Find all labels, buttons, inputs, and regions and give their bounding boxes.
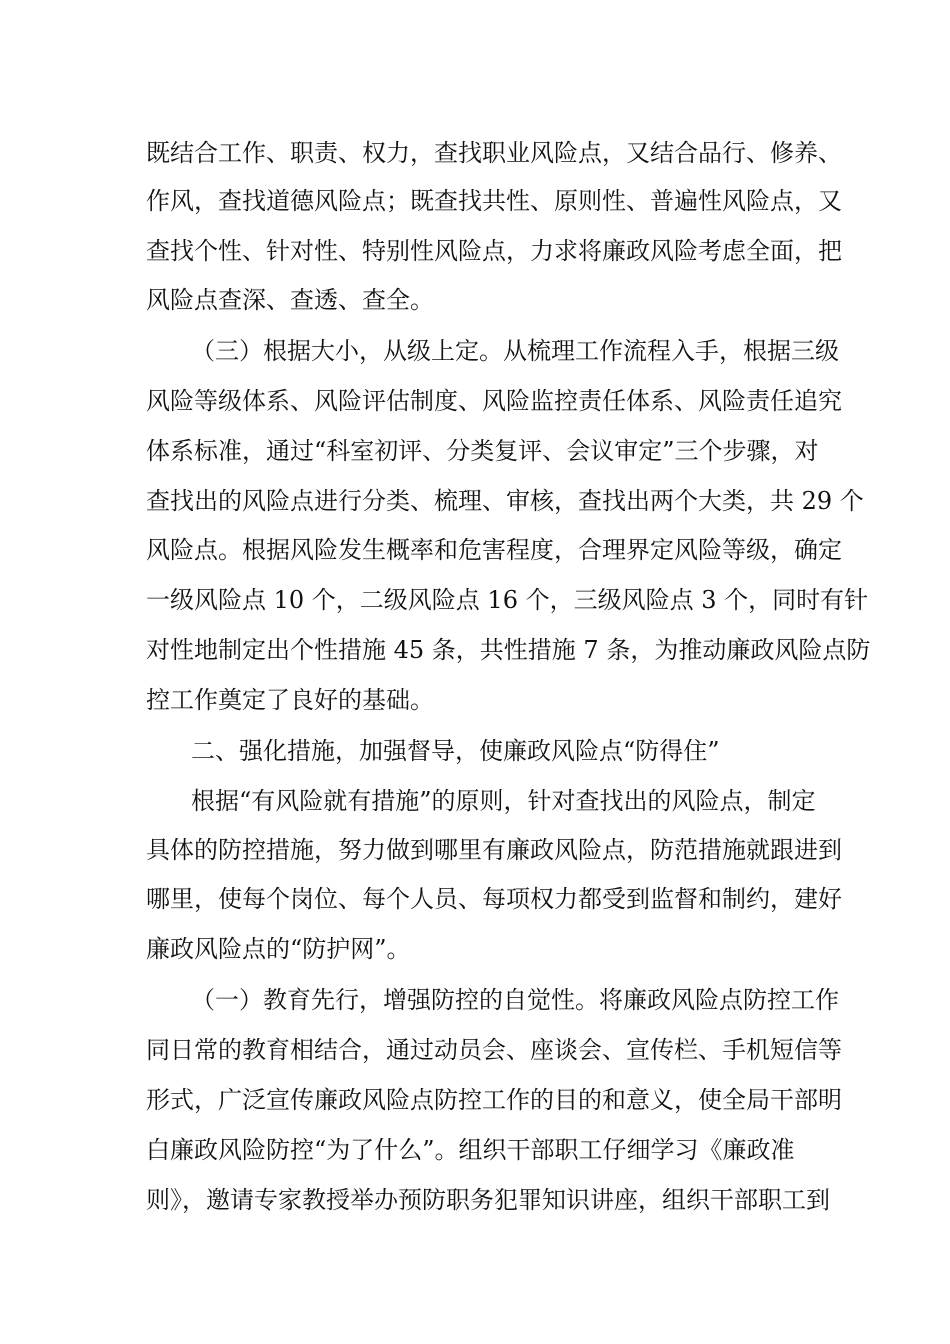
paragraph-line: 一级风险点 10 个，二级风险点 16 个，三级风险点 3 个，同时有针 <box>146 586 869 614</box>
paragraph-line: 风险点查深、查透、查全。 <box>146 286 434 314</box>
paragraph-line: 查找个性、针对性、特别性风险点，力求将廉政风险考虑全面，把 <box>146 237 842 265</box>
paragraph-line: 根据“有风险就有措施”的原则，针对查找出的风险点，制定 <box>191 787 816 815</box>
paragraph-line: 查找出的风险点进行分类、梳理、审核，查找出两个大类，共 29 个 <box>146 487 864 515</box>
section-heading-line: （三）根据大小，从级上定。从梳理工作流程入手，根据三级 <box>191 337 839 365</box>
paragraph-line: 哪里，使每个岗位、每个人员、每项权力都受到监督和制约，建好 <box>146 885 842 913</box>
paragraph-line: 控工作奠定了良好的基础。 <box>146 686 434 714</box>
paragraph-line: 作风，查找道德风险点；既查找共性、原则性、普遍性风险点，又 <box>146 187 842 215</box>
section-heading-line: （一）教育先行，增强防控的自觉性。将廉政风险点防控工作 <box>191 986 839 1014</box>
paragraph-line: 对性地制定出个性措施 45 条，共性措施 7 条，为推动廉政风险点防 <box>146 636 871 664</box>
paragraph-line: 具体的防控措施，努力做到哪里有廉政风险点，防范措施就跟进到 <box>146 836 842 864</box>
paragraph-line: 白廉政风险防控“为了什么”。组织干部职工仔细学习《廉政准 <box>146 1136 795 1164</box>
paragraph-line: 廉政风险点的“防护网”。 <box>146 935 411 963</box>
section-heading-line: 二、强化措施，加强督导，使廉政风险点“防得住” <box>191 737 720 765</box>
paragraph-line: 同日常的教育相结合，通过动员会、座谈会、宣传栏、手机短信等 <box>146 1036 842 1064</box>
paragraph-line: 风险点。根据风险发生概率和危害程度，合理界定风险等级，确定 <box>146 536 842 564</box>
paragraph-line: 风险等级体系、风险评估制度、风险监控责任体系、风险责任追究 <box>146 387 842 415</box>
paragraph-line: 则》，邀请专家教授举办预防职务犯罪知识讲座，组织干部职工到 <box>146 1186 830 1214</box>
paragraph-line: 体系标准，通过“科室初评、分类复评、会议审定”三个步骤，对 <box>146 437 819 465</box>
paragraph-line: 形式，广泛宣传廉政风险点防控工作的目的和意义，使全局干部明 <box>146 1086 842 1114</box>
paragraph-line: 既结合工作、职责、权力，查找职业风险点，又结合品行、修养、 <box>146 139 842 167</box>
